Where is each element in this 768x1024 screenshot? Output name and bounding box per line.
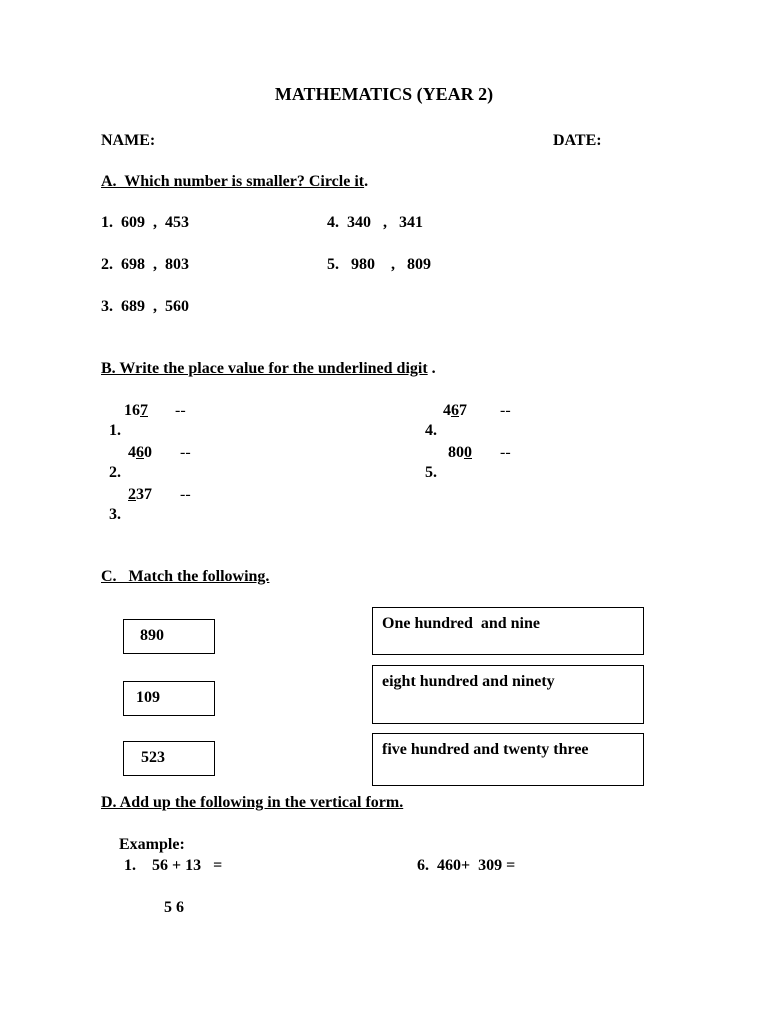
date-label: DATE: — [553, 132, 602, 149]
match-words: five hundred and twenty three — [382, 741, 589, 758]
question-number: 2. — [109, 464, 121, 481]
answer-blank: -- — [180, 444, 191, 461]
section-b-heading-end: . — [427, 360, 436, 377]
section-d-question-6: 6. 460+ 309 = — [417, 857, 516, 874]
answer-blank: -- — [175, 402, 186, 419]
digits-after: 7 — [459, 402, 467, 419]
example-label: Example: — [119, 836, 185, 853]
answer-blank: -- — [500, 444, 511, 461]
match-number: 109 — [136, 689, 160, 706]
match-words: One hundred and nine — [382, 615, 540, 632]
underlined-digit: 0 — [464, 444, 472, 461]
match-words-box-3 — [372, 733, 644, 786]
section-b-question-1 — [101, 401, 121, 441]
match-words-box-1 — [372, 607, 644, 655]
section-b-question-5 — [417, 443, 437, 483]
digits-before: 4 — [443, 402, 451, 419]
section-a-question-4: 4. 340 , 341 — [327, 214, 423, 231]
section-b-question-2 — [101, 443, 121, 483]
digits-before: 16 — [124, 402, 140, 419]
section-a-question-5: 5. 980 , 809 — [327, 256, 431, 273]
name-label: NAME: — [101, 132, 156, 149]
question-number: 4. — [425, 422, 437, 439]
question-number: 3. — [109, 506, 121, 523]
digits-before: 80 — [448, 444, 464, 461]
section-a-question-1: 1. 609 , 453 — [101, 214, 189, 231]
section-b-number-5 — [448, 443, 472, 463]
section-a-question-2: 2. 698 , 803 — [101, 256, 189, 273]
section-d-heading: D. Add up the following in the vertical form. — [101, 794, 404, 811]
section-b-question-3 — [101, 485, 121, 525]
section-b-number-2 — [128, 443, 152, 463]
section-b-question-4 — [417, 401, 437, 441]
answer-blank: -- — [500, 402, 511, 419]
section-b-heading-text: B. Write the place value for the underlined digit — [101, 360, 428, 377]
digits-before: 4 — [128, 444, 136, 461]
section-b-number-4 — [443, 401, 467, 421]
answer-blank: -- — [180, 486, 191, 503]
section-a-heading-text: A. Which number is smaller? Circle it — [101, 173, 365, 190]
question-number: 1. — [109, 422, 121, 439]
section-b-number-3 — [128, 485, 152, 505]
match-number-box-1 — [123, 619, 215, 654]
match-number: 523 — [141, 749, 165, 766]
section-a-question-3: 3. 689 , 560 — [101, 298, 189, 315]
section-a-heading-end: . — [364, 173, 369, 190]
section-d-question-1: 1. 56 + 13 = — [124, 857, 223, 874]
digits-after: 37 — [136, 486, 152, 503]
match-number: 890 — [140, 627, 164, 644]
section-a-heading — [101, 172, 368, 192]
underlined-digit: 6 — [451, 402, 459, 419]
underlined-digit: 7 — [140, 402, 148, 419]
section-c-heading: C. Match the following. — [101, 568, 270, 585]
underlined-digit: 6 — [136, 444, 144, 461]
match-number-box-2 — [123, 681, 215, 716]
match-number-box-3 — [123, 741, 215, 776]
underlined-digit: 2 — [128, 486, 136, 503]
digits-after: 0 — [144, 444, 152, 461]
match-words-box-2 — [372, 665, 644, 724]
section-b-heading — [101, 359, 436, 379]
match-words: eight hundred and ninety — [382, 673, 555, 690]
example-working: 5 6 — [164, 899, 184, 916]
section-b-number-1 — [124, 401, 148, 421]
question-number: 5. — [425, 464, 437, 481]
page-title: MATHEMATICS (YEAR 2) — [274, 84, 494, 104]
